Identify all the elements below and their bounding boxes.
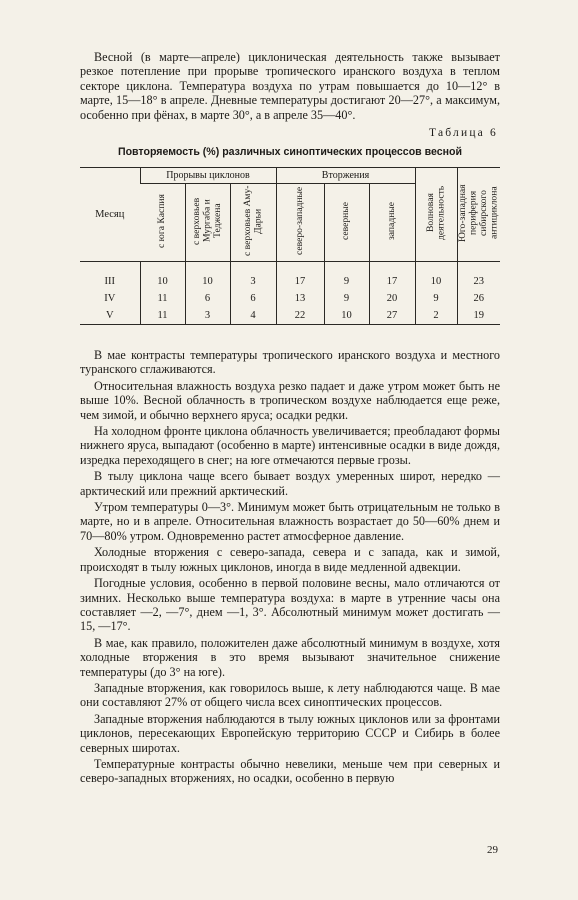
month-cell: IV xyxy=(104,293,116,304)
table-title: Повторяемость (%) различных синоптических процессов весной xyxy=(117,146,463,158)
column-header-north: северные xyxy=(324,184,369,262)
value-cell: 19 xyxy=(457,307,500,325)
table-label: Таблица 6 xyxy=(429,127,498,139)
value-cell: 9 xyxy=(324,290,369,307)
paragraph: Западные вторжения наблюдаются в тылу южных циклонов или за фронтами циклонов, пересекающих Европейскую территорию СССР и Сибирь в более северных широтах. xyxy=(80,711,500,755)
value-cell: 11 xyxy=(140,307,185,325)
value-cell: 10 xyxy=(185,273,230,290)
paragraph: В тылу циклона чаще всего бывает воздух умеренных широт, нередко — арктический или прежний арктический. xyxy=(80,469,500,498)
table-row xyxy=(80,290,500,307)
paragraph: Погодные условия, особенно в первой половине весны, мало отличаются от зимних. Несколько выше температура воздуха: в марте в утренние часы она составляет —2, —7°, днем —1, 3°. Абсолютный минимум может достигать —15, —17°. xyxy=(80,576,500,634)
paragraph: В мае контрасты температуры тропического иранского воздуха и местного туранского сглаживаются. xyxy=(80,348,500,377)
paragraph: Температурные контрасты обычно невелики, меньше чем при северных и северо-западных вторжениях, но осадки, особенно в первую xyxy=(80,756,500,786)
value-cell: 6 xyxy=(185,290,230,307)
column-header-anticyclone: Юго-западная периферия сибирского антициклона xyxy=(457,168,500,262)
value-cell: 10 xyxy=(415,273,457,290)
column-header-amudarya: с верховьев Аму-Дарьи xyxy=(230,184,276,262)
page-number: 29 xyxy=(487,844,498,856)
month-header: Месяц xyxy=(80,168,140,262)
paragraph: На холодном фронте циклона облачность увеличивается; преобладают формы нижнего яруса, выпадают (особенно в марте) интенсивные осадки в виде дождя, изредка переходящего в снег; на юге отмечаются первые грозы. xyxy=(80,424,500,467)
value-cell: 13 xyxy=(276,290,324,307)
value-cell: 27 xyxy=(369,307,415,325)
synoptic-frequency-table xyxy=(80,167,500,325)
value-cell: 9 xyxy=(415,290,457,307)
paragraph: Холодные вторжения с северо-запада, севера и с запада, как и зимой, происходят в тылу южных циклонов, иногда в виде медленной адвекции. xyxy=(80,545,500,574)
paragraph: Западные вторжения, как говорилось выше, к лету наблюдаются чаще. В мае они составляют 27% от общего числа всех синоптических процессов. xyxy=(80,680,500,710)
column-header-murgab: с верховьев Мургаба и Теджена xyxy=(185,184,230,262)
group-header-breakthroughs: Прорывы циклонов xyxy=(140,168,276,184)
paragraph: В мае, как правило, положителен даже абсолютный минимум в воздухе, хотя холодные вторжения в это время вызывают значительное снижение температуры (до 3° на юге). xyxy=(80,635,500,679)
column-header-wave-activity: Волновая деятельность xyxy=(415,168,457,262)
value-cell: 17 xyxy=(369,273,415,290)
value-cell: 26 xyxy=(457,290,500,307)
column-header-west: западные xyxy=(369,184,415,262)
value-cell: 22 xyxy=(276,307,324,325)
table-row xyxy=(80,307,500,325)
value-cell: 3 xyxy=(230,273,276,290)
value-cell: 3 xyxy=(185,307,230,325)
value-cell: 10 xyxy=(140,273,185,290)
column-header-caspian: с юга Каспия xyxy=(140,184,185,262)
month-cell: III xyxy=(104,276,115,287)
value-cell: 11 xyxy=(140,290,185,307)
paragraph: Относительная влажность воздуха резко падает и даже утром может быть не выше 10%. Весной облачность в тропическом воздухе наблюдается еще реже, чем зимой, и обычно верхнего яруса; осадки редки. xyxy=(80,378,500,422)
value-cell: 20 xyxy=(369,290,415,307)
column-header-northwest: северо-западные xyxy=(276,184,324,262)
body-text xyxy=(80,348,500,788)
value-cell: 23 xyxy=(457,273,500,290)
value-cell: 17 xyxy=(276,273,324,290)
table-row xyxy=(80,273,500,290)
value-cell: 2 xyxy=(415,307,457,325)
value-cell: 4 xyxy=(230,307,276,325)
value-cell: 10 xyxy=(324,307,369,325)
value-cell: 6 xyxy=(230,290,276,307)
value-cell: 9 xyxy=(324,273,369,290)
intro-paragraph: Весной (в марте—апреле) циклоническая деятельность также вызывает резкое потепление при прорыве тропического иранского воздуха в теплом секторе циклона. Температура воздуха по утрам повышается до 10—12° в марте, 15—18° в апреле. Дневные температуры достигают 20—27°, а максимум, особенно при фёнах, в марте 30°, а в апреле 35—40°. xyxy=(80,50,500,122)
paragraph: Утром температуры 0—3°. Минимум может быть отрицательным не только в марте, но и в апреле. Относительная влажность возрастает до 50—60% днем и 70—80% утром. Одновременно растет атмосферное давление. xyxy=(80,500,500,543)
group-header-invasions: Вторжения xyxy=(276,168,415,184)
month-cell: V xyxy=(80,307,140,325)
